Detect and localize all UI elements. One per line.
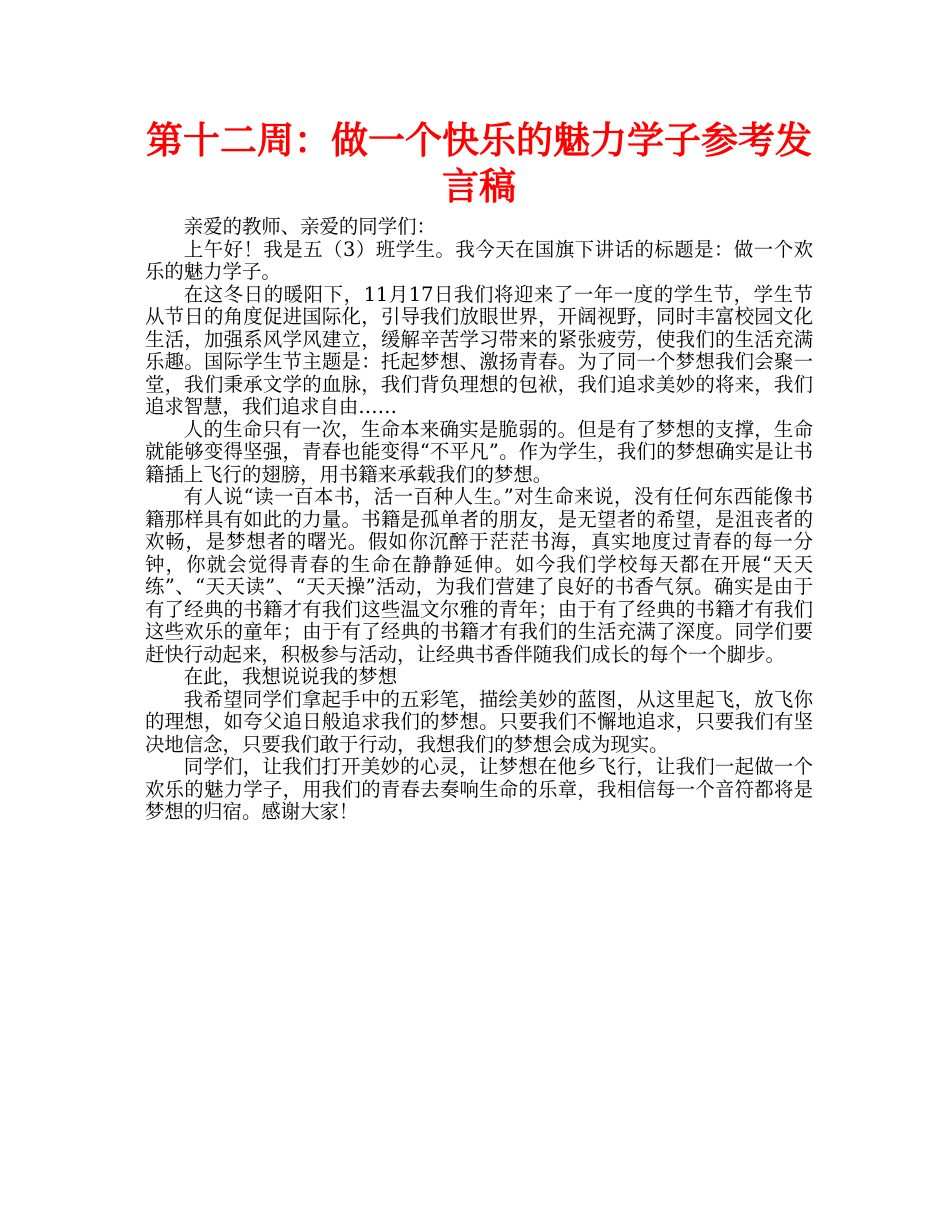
paragraph-hope: 我希望同学们拿起手中的五彩笔，描绘美妙的蓝图，从这里起飞，放飞你的理想，如夸父追日般追求我们的梦想。只要我们不懈地追求，只要我们有坚决地信念，只要我们敢于行动，我想我们的梦想会成为现实。 (145, 687, 813, 756)
paragraph-life-and-dreams: 人的生命只有一次，生命本来确实是脆弱的。但是有了梦想的支撑，生命就能够变得坚强，青春也能变得“不平凡”。作为学生，我们的梦想确实是让书籍插上飞行的翅膀，用书籍来承载我们的梦想。 (145, 417, 813, 486)
document-title: 第十二周：做一个快乐的魅力学子参考发言稿 (146, 119, 812, 208)
paragraph-my-dream-heading: 在此，我想说说我的梦想 (183, 665, 398, 688)
document-page (145, 118, 813, 824)
paragraph-closing: 同学们，让我们打开美妙的心灵，让梦想在他乡飞行，让我们一起做一个欢乐的魅力学子，用我们的青春去奏响生命的乐章，我相信每一个音符都将是梦想的归宿。感谢大家！ (145, 755, 813, 823)
paragraph-reading: 有人说“读一百本书，活一百种人生。”对生命来说，没有任何东西能像书籍那样具有如此的力量。书籍是孤单者的朋友，是无望者的希望，是沮丧者的欢畅，是梦想者的曙光。假如你沉醉于茫茫书海，真实地度过青春的每一分钟，你就会觉得青春的生命在静静延伸。如今我们学校每天都在开展“天天练”、“天天读”、“天天操”活动，为我们营建了良好的书香气氛。确实是由于有了经典的书籍才有我们这些温文尔雅的青年；由于有了经典的书籍才有我们这些欢乐的童年；由于有了经典的书籍才有我们的生活充满了深度。同学们要赶快行动起来，积极参与活动，让经典书香伴随我们成长的每个一个脚步。 (145, 485, 813, 666)
paragraph-intro: 上午好！我是五（3）班学生。我今天在国旗下讲话的标题是：做一个欢乐的魅力学子。 (145, 237, 813, 283)
paragraph-student-festival: 在这冬日的暖阳下，11月17日我们将迎来了一年一度的学生节，学生节从节日的角度促进国际化，引导我们放眼世界，开阔视野，同时丰富校园文化生活，加强系风学风建立，缓解辛苦学习带来的紧张疲劳，使我们的生活充满乐趣。国际学生节主题是：托起梦想、激扬青春。为了同一个梦想我们会聚一堂，我们秉承文学的血脉，我们背负理想的包袱，我们追求美妙的将来，我们追求智慧，我们追求自由…… (145, 282, 813, 418)
paragraph-greeting: 亲爱的教师、亲爱的同学们： (183, 215, 436, 238)
